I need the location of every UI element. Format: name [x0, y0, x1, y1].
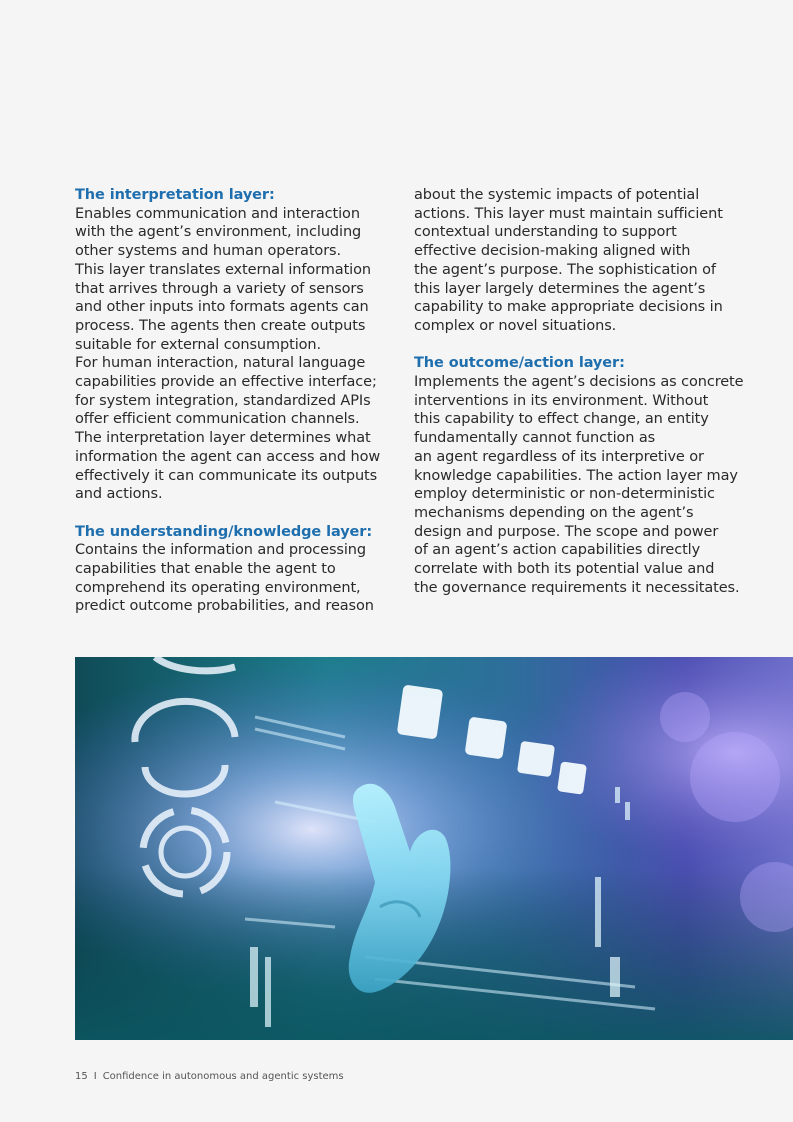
text-line: The interpretation layer determines what	[75, 430, 371, 447]
text-line: This layer translates external information	[75, 261, 371, 278]
text-line: and actions.	[75, 486, 163, 503]
document-title: Confidence in autonomous and agentic systems	[102, 1071, 344, 1082]
hero-image	[75, 657, 793, 1040]
text-line: effective decision-making aligned with	[414, 243, 691, 260]
text-line: suitable for external consumption.	[75, 336, 322, 353]
text-line: interventions in its environment. Without	[414, 392, 709, 409]
outcome-heading: The outcome/action layer:	[414, 355, 625, 372]
text-line: the governance requirements it necessitates.	[414, 579, 740, 596]
text-line: fundamentally cannot function as	[414, 430, 656, 447]
text-line: correlate with both its potential value and	[414, 561, 715, 578]
text-line: Contains the information and processing	[75, 542, 366, 559]
text-line: capability to make appropriate decisions in	[414, 299, 723, 316]
text-line: process. The agents then create outputs	[75, 317, 366, 334]
interpretation-body	[75, 205, 380, 504]
text-line: this layer largely determines the agent’s	[414, 280, 706, 297]
page-number: 15	[75, 1071, 88, 1082]
text-line: knowledge capabilities. The action layer may	[414, 467, 738, 484]
text-line: comprehend its operating environment,	[75, 579, 361, 596]
footer-separator: I	[93, 1071, 97, 1082]
text-line: for system integration, standardized APIs	[75, 392, 371, 409]
text-line: with the agent’s environment, including	[75, 224, 362, 241]
text-line: an agent regardless of its interpretive or	[414, 448, 704, 465]
text-line: design and purpose. The scope and power	[414, 523, 719, 540]
text-line: For human interaction, natural language	[75, 355, 366, 372]
text-line: predict outcome probabilities, and reason	[75, 598, 374, 615]
understanding-heading: The understanding/knowledge layer:	[75, 523, 373, 540]
paragraph-gap	[414, 336, 744, 355]
interpretation-heading: The interpretation layer:	[75, 187, 275, 203]
text-line: Implements the agent’s decisions as concrete	[414, 374, 744, 391]
right-column	[414, 186, 744, 597]
text-line: the agent’s purpose. The sophistication of	[414, 261, 716, 278]
text-line: complex or novel situations.	[414, 317, 617, 334]
text-line: actions. This layer must maintain sufficient	[414, 205, 723, 222]
text-line: and other inputs into formats agents can	[75, 299, 369, 316]
text-line: other systems and human operators.	[75, 243, 342, 260]
text-line: information the agent can access and how	[75, 448, 381, 465]
text-line: capabilities provide an effective interface;	[75, 374, 377, 391]
outcome-body	[414, 373, 744, 597]
understanding-body	[75, 541, 380, 616]
futuristic-interface-illustration	[75, 657, 793, 1040]
left-column	[75, 186, 380, 616]
text-line: about the systemic impacts of potential	[414, 187, 700, 203]
text-line: mechanisms depending on the agent’s	[414, 504, 694, 521]
text-line: this capability to effect change, an entity	[414, 411, 709, 428]
text-line: Enables communication and interaction	[75, 205, 360, 222]
text-line: capabilities that enable the agent to	[75, 561, 336, 578]
text-line: employ deterministic or non-deterministic	[414, 486, 715, 503]
understanding-continuation	[414, 186, 744, 336]
text-line: effectively it can communicate its outputs	[75, 467, 378, 484]
text-line: that arrives through a variety of sensors	[75, 280, 364, 297]
text-line: contextual understanding to support	[414, 224, 677, 241]
paragraph-gap	[75, 504, 380, 523]
text-line: of an agent’s action capabilities directly	[414, 542, 701, 559]
text-line: offer efficient communication channels.	[75, 411, 360, 428]
page-footer	[75, 1071, 344, 1082]
